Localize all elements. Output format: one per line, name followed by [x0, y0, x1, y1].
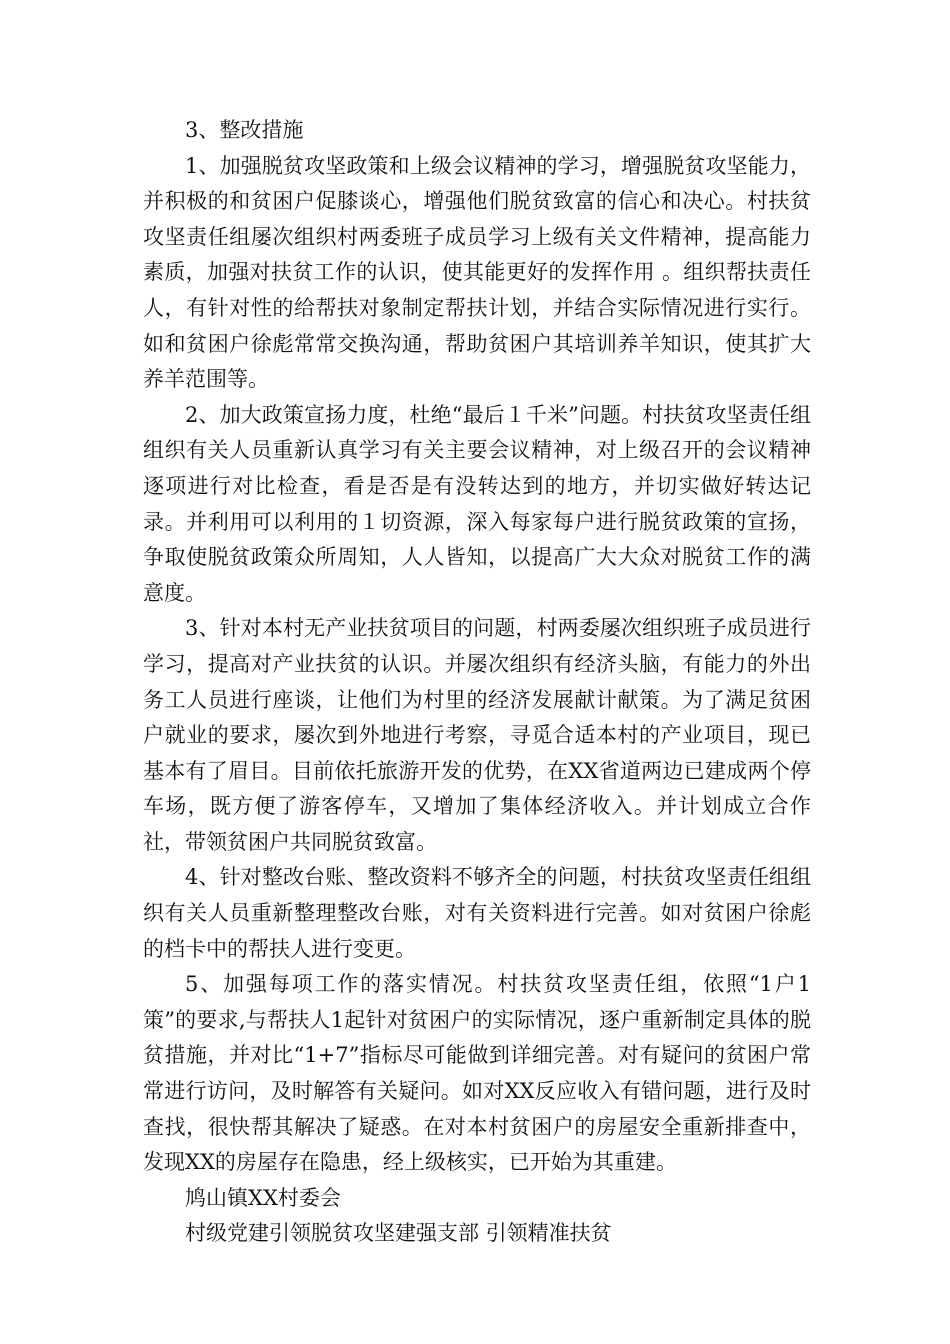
measure-paragraph-2: 2、加大政策宣扬力度，杜绝“最后１千米”问题。村扶贫攻坚责任组组织有关人员重新认真学习有关主要会议精神，对上级召开的会议精神逐项进行对比检查，看是否是有没转达到的地方，并切实做好转达记录。并利用可以利用的１切资源，深入每家每户进行脱贫政策的宣扬，争取使脱贫政策众所周知，人人皆知，以提高广大大众对脱贫工作的满意度。 — [143, 402, 811, 605]
signature-line: 鸠山镇XX村委会 — [185, 1185, 341, 1210]
measure-paragraph-3: 3、针对本村无产业扶贫项目的问题，村两委屡次组织班子成员进行学习，提高对产业扶贫的认识。并屡次组织有经济头脑，有能力的外出务工人员进行座谈，让他们为村里的经济发展献计献策。为了满足贫困户就业的要求，屡次到外地进行考察，寻觅合适本村的产业项目，现已基本有了眉目。目前依托旅游开发的优势，在XX省道两边已建成两个停车场，既方便了游客停车，又增加了集体经济收入。并计划成立合作社，带领贫困户共同脱贫致富。 — [143, 616, 811, 854]
section-heading: 3、整改措施 — [185, 118, 304, 142]
measure-paragraph-5: 5、加强每项工作的落实情况。村扶贫攻坚责任组，依照“1户1策”的要求,与帮扶人1起针对贫困户的实际情况，逐户重新制定具体的脱贫措施，并对比“1+7”指标尽可能做到详细完善。对有疑问的贫困户常常进行访问，及时解答有关疑问。如对XX反应收入有错问题，进行及时查找，很快帮其解决了疑惑。在对本村贫困户的房屋安全重新排查中，发现XX的房屋存在隐患，经上级核实，已开始为其重建。 — [143, 972, 811, 1175]
measure-paragraph-1: 1、加强脱贫攻坚政策和上级会议精神的学习，增强脱贫攻坚能力，并积极的和贫困户促膝谈心，增强他们脱贫致富的信心和决心。村扶贫攻坚责任组屡次组织村两委班子成员学习上级有关文件精神，提高能力素质，加强对扶贫工作的认识，使其能更好的发挥作用 。组织帮扶责任人，有针对性的给帮扶对象制定帮扶计划，并结合实际情况进行实行。如和贫困户徐彪常常交换沟通，帮助贫困户其培训养羊知识，使其扩大养羊范围等。 — [143, 153, 811, 392]
measure-paragraph-4: 4、针对整改台账、整改资料不够齐全的问题，村扶贫攻坚责任组组织有关人员重新整理整改台账，对有关资料进行完善。如对贫困户徐彪的档卡中的帮扶人进行变更。 — [143, 865, 811, 961]
next-section-title: 村级党建引领脱贫攻坚建强支部 引领精准扶贫 — [185, 1221, 612, 1246]
document-body — [143, 113, 811, 1252]
